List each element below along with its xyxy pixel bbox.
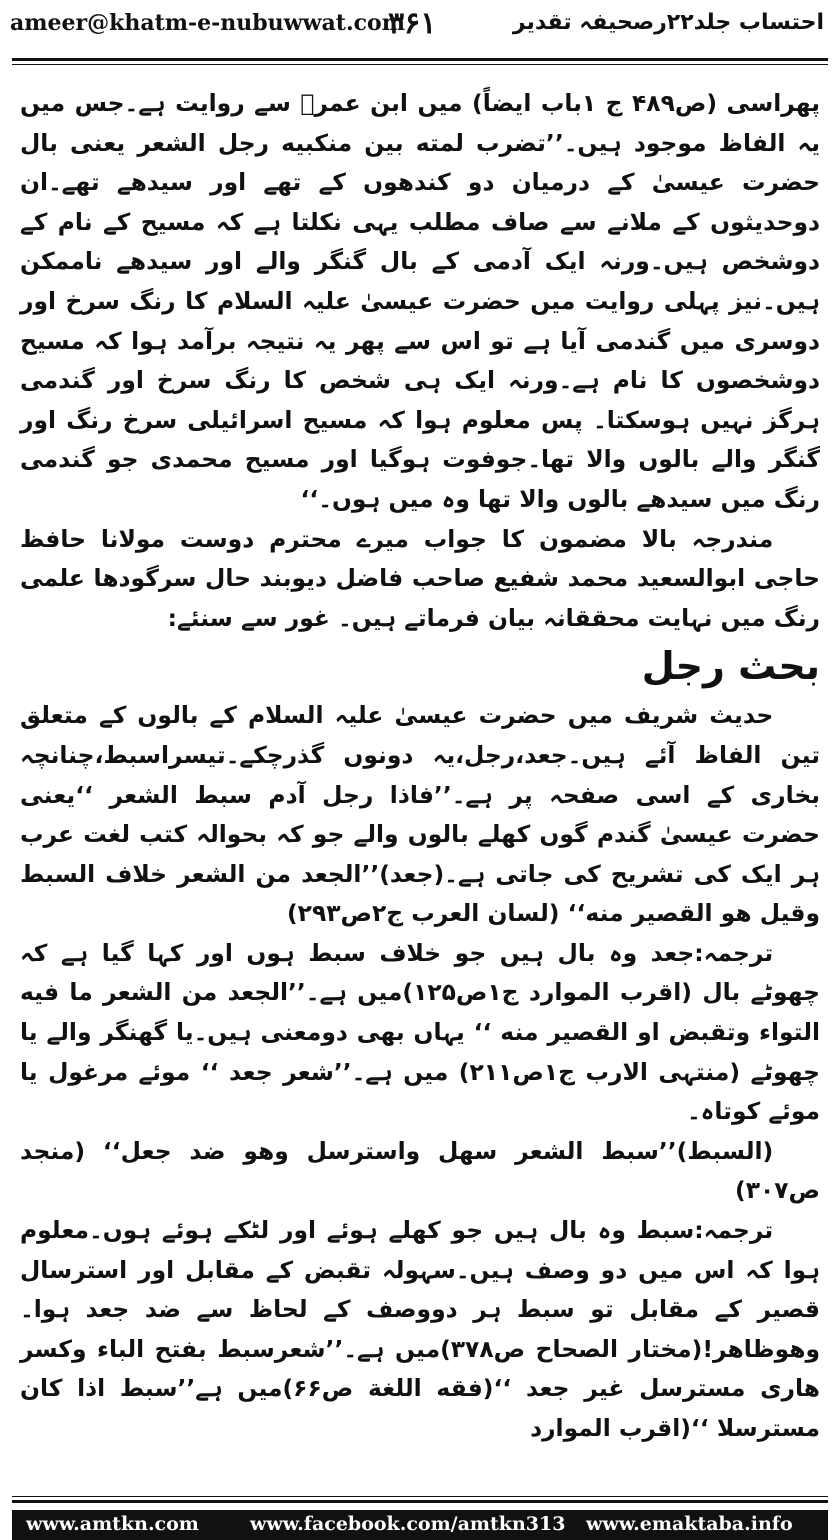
running-title: احتساب جلد۲۲رصحیفہ تقدیر (512, 10, 824, 35)
page-body (20, 84, 820, 1474)
header-email: ameer@khatm-e-nubuwwat.com (10, 10, 405, 36)
page-number: ۳۶۱ (388, 6, 437, 41)
body-paragraph: ترجمہ:جعد وہ بال ہیں جو خلاف سبط ہوں اور کہا گیا ہے کہ چھوٹے بال (اقرب الموارد ج۱ص۱۲۵)میں ہے۔’’الجعد من الشعر ما فیه التواء وتقبض او القصیر منه ‘‘ یہاں بھی دومعنی ہیں۔یا گھنگر والے یا چھوٹے (منتہی الارب ج۱ص۲۱۱) میں ہے۔’’شعر جعد ‘‘ موئے مرغول یا موئے کوتاہ۔ (20, 938, 820, 1126)
footer-link-facebook[interactable]: www.facebook.com/amtkn313 (250, 1513, 566, 1535)
body-paragraph: مندرجہ بالا مضمون کا جواب میرے محترم دوست مولانا حافظ حاجی ابوالسعید محمد شفیع صاحب فاضل دیوبند حال سرگودھا علمی رنگ میں نہایت محققانہ بیان فرماتے ہیں۔ غور سے سنئے: (20, 524, 820, 632)
footer-rule-thin (12, 1496, 828, 1497)
footer-rule-thick (12, 1500, 828, 1503)
footer-link-amtkn[interactable]: www.amtkn.com (26, 1513, 199, 1535)
body-paragraph: (السبط)’’سبط الشعر سهل واسترسل وهو ضد جعل‘‘ (منجد ص۳۰۷) (20, 1136, 820, 1205)
body-paragraph: پھراسی (ص۴۸۹ ج ۱باب ایضاً) میں ابن عمرؓ سے روایت ہے۔جس میں یہ الفاظ موجود ہیں۔’’تضرب لمته بین منکبیه رجل الشعر یعنی بال حضرت عیسیٰ کے درمیان دو کندھوں کے تھے اور سیدھے تھے۔ان دوحدیثوں کے ملانے سے صاف مطلب یہی نکلتا ہے کہ مسیح کے نام کے دوشخص ہیں۔ورنہ ایک آدمی کے بال گنگر والے اور سیدھے ناممکن ہیں۔نیز پہلی روایت میں حضرت عیسیٰ علیہ السلام کا رنگ سرخ اور دوسری میں گندمی آیا ہے تو اس سے پھر یہ نتیجہ برآمد ہوا کہ مسیح دوشخصوں کا نام ہے۔ورنہ ایک ہی شخص کا رنگ سرخ اور گندمی ہرگز نہیں ہوسکتا۔ پس معلوم ہوا کہ مسیح اسرائیلی سرخ رنگ اور گنگر والے بالوں والا تھا۔جوفوت ہوگیا اور مسیح محمدی جو گندمی رنگ میں سیدھے بالوں والا تھا وہ میں ہوں۔‘‘ (20, 89, 820, 513)
header-rule-thick (12, 58, 828, 61)
body-paragraph: حدیث شریف میں حضرت عیسیٰ علیہ السلام کے بالوں کے متعلق تین الفاظ آئے ہیں۔جعد،رجل،یہ دونوں گذرچکے۔تیسراسبط،چنانچہ بخاری کے اسی صفحہ پر ہے۔’’فاذا رجل آدم سبط الشعر ‘‘یعنی حضرت عیسیٰ گندم گوں کھلے بالوں والے جو کہ بحوالہ کتب لغت عرب ہر ایک کی تشریح کی جاتی ہے۔(جعد)’’الجعد من الشعر خلاف السبط وقیل هو القصیر منه‘‘ (لسان العرب ج۲ص۲۹۳) (20, 701, 820, 928)
page-header (0, 0, 840, 62)
footer-link-emaktaba[interactable]: www.emaktaba.info (586, 1513, 793, 1535)
footer-bar (12, 1510, 828, 1540)
body-paragraph: ترجمہ:سبط وہ بال ہیں جو کھلے ہوئے اور لٹکے ہوئے ہوں۔معلوم ہوا کہ اس میں دو وصف ہیں۔سہولہ تقبض کے مقابل اور استرسال قصیر کے مقابل تو سبط ہر دووصف کے لحاظ سے ضد جعد ہوا۔وهوظاهر!(مختار الصحاح ص۳۷۸)میں ہے۔’’شعرسبط بفتح الباء وکسر هاری مسترسل غیر جعد ‘‘(فقه اللغة ص۶۶)میں ہے’’سبط اذا کان مسترسلا ‘‘(اقرب الموارد (20, 1216, 820, 1442)
header-rule-thin (12, 64, 828, 65)
section-heading: بحث رجل (641, 644, 820, 689)
